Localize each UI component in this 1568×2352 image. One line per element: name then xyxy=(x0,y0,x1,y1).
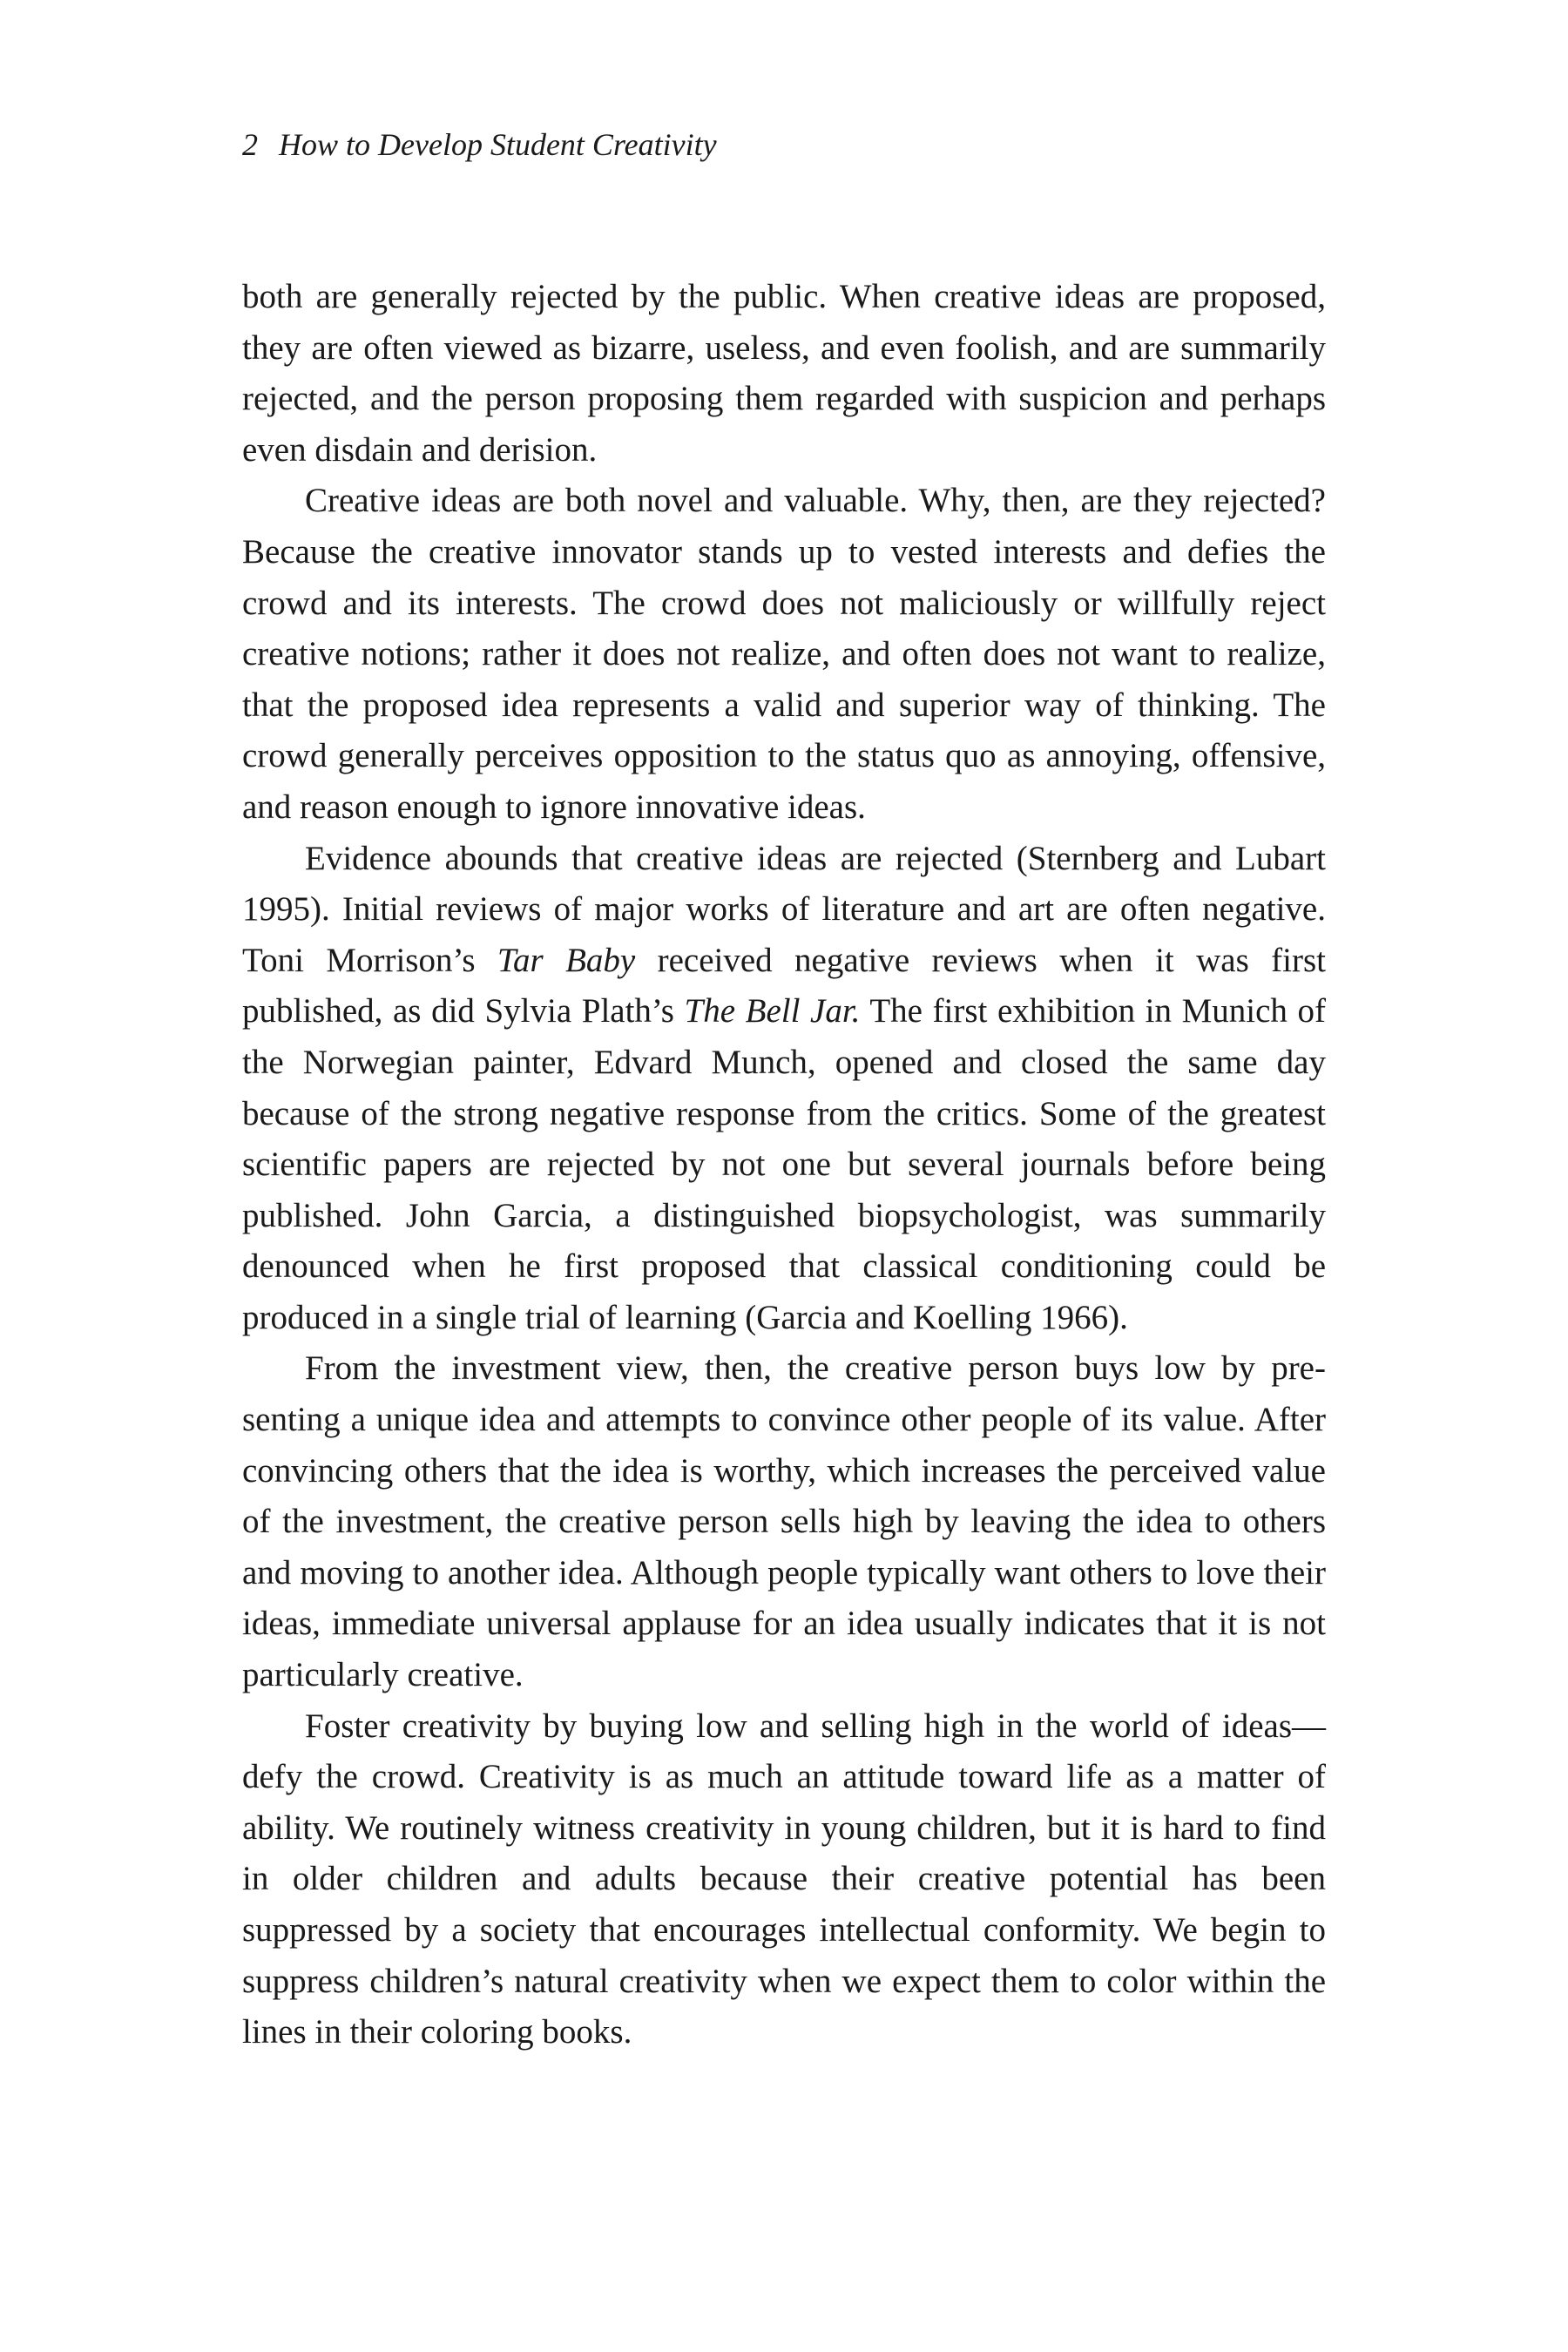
paragraph-5: Foster creativity by buying low and selling high in the world of ideas—defy the crowd. Creativity is as much an attitude toward life as a matter of ability. We routinely witness creativity in young children, but it is hard to find in older children and adults because their creative potential has been suppressed by a society that encourages intellectual conformity. We begin to suppress children’s natural creativity when we expect them to color within the lines in their coloring books. xyxy=(242,1707,1326,2051)
book-title-the-bell-jar: The Bell Jar. xyxy=(684,992,861,1031)
book-title-tar-baby: Tar Baby xyxy=(497,941,636,979)
paragraph-3 xyxy=(242,834,1326,1344)
page-number: 2 xyxy=(242,127,258,162)
paragraph-3-part-1: Evidence abounds that creative ideas are rejected (Sternberg and Lubart 1995). Initial reviews of major works of literature and art are often negative. Toni Morrison’s xyxy=(242,839,1326,979)
paragraph-1: both are generally rejected by the public. When creative ideas are proposed, they are often viewed as bizarre, useless, and even foolish, and are summarily rejected, and the person proposing them regarded with suspicion and perhaps even disdain and derision. xyxy=(242,278,1326,469)
paragraph-3-part-2: received negative reviews when it was first published, as did Sylvia Plath’s xyxy=(242,941,1326,1031)
running-head xyxy=(242,129,717,160)
book-title: How to Develop Student Creativity xyxy=(279,127,717,162)
body-text xyxy=(242,272,1326,2058)
paragraph-3-part-3: The first exhibition in Munich of the Norwegian painter, Edvard Munch, opened and closed the same day because of the strong negative response from the critics. Some of the greatest scientific papers are rejected by not one but several journals before being published. John Garcia, a distinguished biopsychologist, was summarily denounced when he first proposed that classical conditioning could be produced in a single trial of learning (Garcia and Koelling 1966). xyxy=(242,992,1327,1336)
paragraph-4: From the investment view, then, the creative person buys low by presenting a unique idea and attempts to convince other people of its value. After convincing others that the idea is worthy, which increases the perceived value of the investment, the creative person sells high by leaving the idea to others and moving to another idea. Although people typically want others to love their ideas, immediate universal applause for an idea usually indicates that it is not particularly creative. xyxy=(242,1349,1326,1694)
paragraph-2: Creative ideas are both novel and valuable. Why, then, are they rejected? Because the creative innovator stands up to vested interests and defies the crowd and its interests. The crowd does not maliciously or willfully reject creative notions; rather it does not realize, and often does not want to realize, that the proposed idea represents a valid and superior way of thinking. The crowd generally perceives opposition to the status quo as annoying, offensive, and reason enough to ignore innovative ideas. xyxy=(242,482,1326,826)
